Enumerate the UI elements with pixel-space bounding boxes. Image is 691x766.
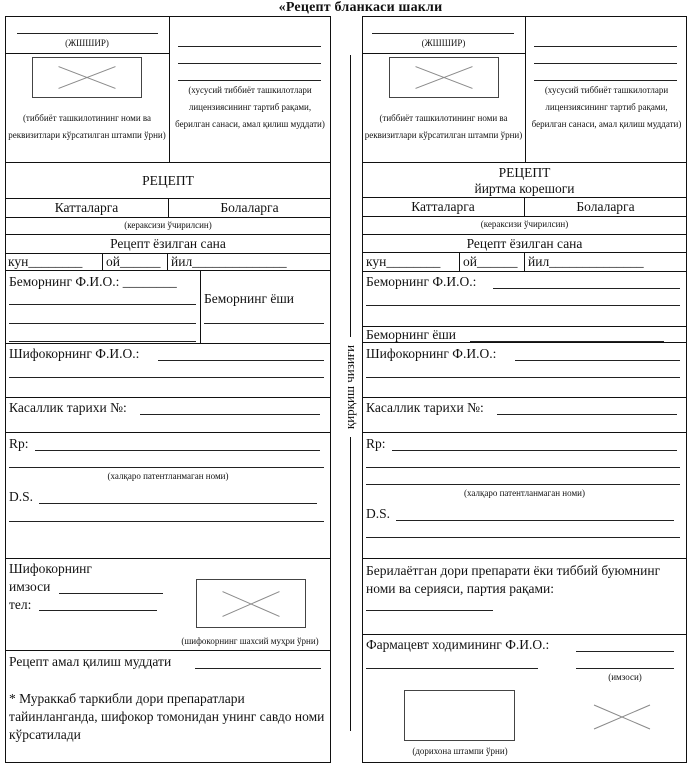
year-field[interactable]: йил______________ — [171, 254, 287, 269]
phone-line[interactable] — [39, 610, 157, 611]
rp-line-1[interactable] — [35, 450, 320, 451]
doctor-name-label: Шифокорнинг Ф.И.О.: — [9, 346, 140, 361]
divider — [167, 253, 168, 270]
recipe-heading: РЕЦЕПТ — [142, 173, 194, 188]
rp-line-3[interactable] — [366, 484, 680, 485]
patient-age-line[interactable] — [204, 323, 324, 324]
divider — [362, 634, 687, 635]
divider — [169, 16, 170, 163]
ds-line-2[interactable] — [366, 537, 680, 538]
org-stamp-caption: (тиббиёт ташкилотининг номи ва реквизитлари кўрсатилган штампи ўрни) — [364, 113, 523, 140]
license-line-3[interactable] — [534, 80, 677, 81]
divider — [524, 252, 525, 271]
divider — [5, 397, 331, 398]
divider — [362, 162, 687, 163]
license-line-1[interactable] — [534, 46, 677, 47]
date-heading: Рецепт ёзилган сана — [466, 236, 583, 251]
license-line-3[interactable] — [178, 80, 321, 81]
strike-note: (кераксизи ўчирилсин) — [124, 220, 212, 230]
day-field[interactable]: кун________ — [366, 254, 441, 269]
inn-caption: (халқаро патентланмаган номи) — [107, 471, 229, 481]
patient-name-label: Беморнинг Ф.И.О.: ________ — [9, 274, 177, 289]
rp-label: Rp: — [9, 436, 29, 451]
ds-label: D.S. — [9, 489, 34, 504]
pharmacy-stamp-placeholder — [404, 690, 515, 741]
divider — [362, 432, 687, 433]
rp-label: Rp: — [366, 436, 386, 451]
validity-line[interactable] — [195, 668, 321, 669]
patient-name-label: Беморнинг Ф.И.О.: — [366, 274, 477, 289]
strike-note: (кераксизи ўчирилсин) — [480, 219, 569, 229]
dispensed-line[interactable] — [366, 610, 493, 611]
cross-icon — [33, 58, 141, 97]
history-label: Касаллик тарихи №: — [366, 400, 484, 415]
ds-line-2[interactable] — [9, 521, 324, 522]
divider — [102, 253, 103, 270]
day-field[interactable]: кун________ — [8, 254, 83, 269]
patient-age-label: Беморнинг ёши — [366, 327, 456, 342]
divider — [5, 162, 331, 163]
pharmacy-stamp-caption: (дорихона штампи ўрни) — [412, 746, 508, 756]
doctor-signature-line[interactable] — [59, 593, 163, 594]
doctor-name-label: Шифокорнинг Ф.И.О.: — [366, 346, 497, 361]
divider — [200, 270, 201, 343]
divider — [362, 234, 687, 235]
divider — [5, 234, 331, 235]
divider — [459, 252, 460, 271]
license-line-1[interactable] — [178, 46, 321, 47]
org-stamp-caption: (тиббиёт ташкилотининг номи ва реквизитлари кўрсатилган штампи ўрни) — [8, 113, 166, 140]
divider — [5, 343, 331, 344]
divider — [525, 16, 526, 163]
divider — [362, 558, 687, 559]
divider — [362, 216, 687, 217]
divider — [5, 558, 331, 559]
ds-line-1[interactable] — [396, 520, 674, 521]
patient-name-line-2[interactable] — [9, 323, 196, 324]
org-code-line[interactable] — [17, 33, 158, 34]
doctor-name-line-2[interactable] — [366, 377, 680, 378]
pharmacist-name-line-2[interactable] — [366, 668, 538, 669]
divider — [5, 270, 331, 271]
divider — [362, 342, 687, 343]
divider — [5, 650, 331, 651]
divider — [362, 271, 687, 272]
license-line-2[interactable] — [178, 63, 321, 64]
license-caption: (хусусий тиббиёт ташкилотлари лицензиясининг тартиб рақами, берилган санаси, амал қилиш муддати) — [531, 85, 682, 129]
divider — [5, 217, 331, 218]
cross-icon — [592, 702, 652, 732]
divider — [362, 53, 525, 54]
license-line-2[interactable] — [534, 63, 677, 64]
date-heading: Рецепт ёзилган сана — [110, 236, 226, 251]
adults-option[interactable]: Катталарга — [54, 200, 119, 215]
pharmacist-name-label: Фармацевт ходимининг Ф.И.О.: — [366, 637, 550, 652]
doctor-seal-caption: (шифокорнинг шахсий муҳри ўрни) — [181, 636, 319, 646]
recipe-heading: РЕЦЕПТ — [498, 165, 551, 180]
month-field[interactable]: ой______ — [106, 254, 161, 269]
history-label: Касаллик тарихи №: — [9, 400, 127, 415]
license-caption: (хусусий тиббиёт ташкилотлари лицензиясининг тартиб рақами, берилган санаси, амал қилиш муддати) — [175, 85, 325, 129]
patient-name-line-3[interactable] — [9, 341, 196, 342]
children-option[interactable]: Болаларга — [576, 199, 635, 214]
dispensed-label: Берилаётган дори препарати ёки тиббий буюмнинг номи ва серияси, партия рақами: — [366, 563, 661, 596]
org-code-label: (ЖШШИР) — [421, 38, 466, 48]
org-stamp-placeholder — [32, 57, 142, 98]
pharmacist-name-line-1[interactable] — [576, 651, 674, 652]
org-stamp-placeholder — [389, 57, 499, 98]
recipe-subheading: йиртма корешоги — [474, 181, 575, 196]
month-field[interactable]: ой______ — [463, 254, 518, 269]
patient-age-label: Беморнинг ёши — [204, 291, 294, 306]
signature-caption: (имзоси) — [608, 672, 642, 682]
org-code-label: (ЖШШИР) — [65, 38, 109, 48]
inn-caption: (халқаро патентланмаган номи) — [464, 488, 585, 498]
validity-label: Рецепт амал қилиш муддати — [9, 654, 172, 669]
doctor-seal-placeholder — [196, 579, 306, 628]
rp-line-2[interactable] — [366, 467, 680, 468]
divider — [362, 397, 687, 398]
page-title: «Рецепт бланкаси шакли — [278, 0, 443, 15]
doctor-signature-label-2: имзоси — [9, 579, 51, 594]
org-code-line[interactable] — [372, 33, 514, 34]
history-line[interactable] — [140, 414, 320, 415]
patient-name-line-2[interactable] — [366, 305, 680, 306]
divider — [5, 432, 331, 433]
rp-line-1[interactable] — [392, 450, 677, 451]
cross-icon — [197, 580, 305, 627]
children-option[interactable]: Болаларга — [220, 200, 279, 215]
doctor-signature-label: Шифокорнинг — [9, 561, 92, 576]
patient-name-line-1[interactable] — [493, 288, 680, 289]
doctor-name-line-1[interactable] — [158, 360, 324, 361]
patient-name-line-1[interactable] — [9, 304, 196, 305]
cross-icon — [390, 58, 498, 97]
adults-option[interactable]: Катталарга — [411, 199, 475, 214]
footnote: * Мураккаб таркибли дори препаратлари тайинланганда, шифокор томонидан унинг савдо номи кўрсатилади — [9, 691, 325, 742]
history-line[interactable] — [497, 414, 677, 415]
pharmacist-signature-line[interactable] — [576, 668, 674, 669]
divider — [5, 53, 169, 54]
ds-line-1[interactable] — [39, 503, 317, 504]
doctor-name-line-1[interactable] — [515, 360, 680, 361]
cut-line-label: қирқиш чизиғи — [343, 337, 357, 437]
year-field[interactable]: йил______________ — [528, 254, 644, 269]
phone-label: тел: — [9, 597, 32, 612]
rp-line-2[interactable] — [9, 467, 324, 468]
ds-label: D.S. — [366, 506, 391, 521]
doctor-name-line-2[interactable] — [9, 377, 324, 378]
